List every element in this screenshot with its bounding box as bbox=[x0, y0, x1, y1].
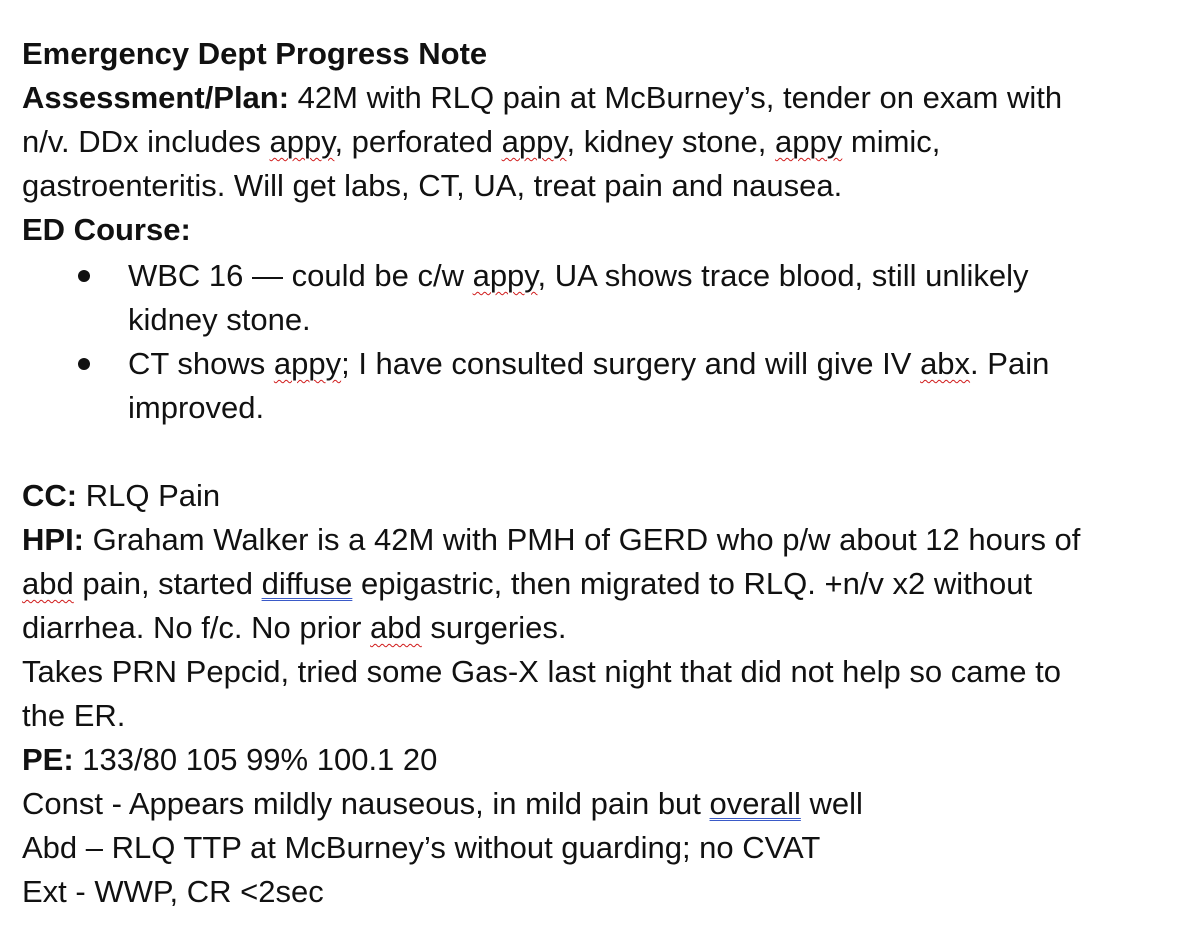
assessment-label: Assessment/Plan: bbox=[22, 80, 290, 115]
grammar-flag[interactable]: overall bbox=[709, 786, 801, 821]
assessment-line-2: n/v. DDx includes appy, perforated appy, kidney stone, appy mimic, bbox=[22, 124, 941, 159]
pe-ext: Ext - WWP, CR <2sec bbox=[22, 874, 324, 909]
grammar-flag[interactable]: diffuse bbox=[261, 566, 353, 601]
assessment-line-1: Assessment/Plan: 42M with RLQ pain at McBurney’s, tender on exam with bbox=[22, 80, 1063, 115]
assessment-line-3: gastroenteritis. Will get labs, CT, UA, treat pain and nausea. bbox=[22, 168, 843, 203]
ed-course-item-1-cont: kidney stone. bbox=[128, 302, 311, 337]
note-title: Emergency Dept Progress Note bbox=[22, 36, 488, 71]
spelling-flag[interactable]: appy bbox=[501, 124, 567, 159]
ed-course-heading: ED Course: bbox=[22, 212, 191, 247]
ed-course-item-1: WBC 16 — could be c/w appy, UA shows trace blood, still unlikely bbox=[128, 258, 1029, 293]
pe-abd: Abd – RLQ TTP at McBurney’s without guarding; no CVAT bbox=[22, 830, 821, 865]
spelling-flag[interactable]: abd bbox=[370, 610, 422, 645]
pe-label: PE: bbox=[22, 742, 74, 777]
hpi-line-3: diarrhea. No f/c. No prior abd surgeries. bbox=[22, 610, 567, 645]
pe-vitals: PE: 133/80 105 99% 100.1 20 bbox=[22, 742, 438, 777]
hpi-label: HPI: bbox=[22, 522, 84, 557]
spelling-flag[interactable]: abx bbox=[920, 346, 971, 381]
hpi-line-4: Takes PRN Pepcid, tried some Gas-X last night that did not help so came to bbox=[22, 654, 1062, 689]
spelling-flag[interactable]: appy bbox=[775, 124, 843, 159]
chief-complaint: CC: RLQ Pain bbox=[22, 478, 221, 513]
spelling-flag[interactable]: appy bbox=[269, 124, 335, 159]
hpi-line-5: the ER. bbox=[22, 698, 126, 733]
ed-course-item-2-cont: improved. bbox=[128, 390, 265, 425]
spelling-flag[interactable]: abd bbox=[22, 566, 74, 601]
spelling-flag[interactable]: appy bbox=[472, 258, 538, 293]
ed-course-item-2: CT shows appy; I have consulted surgery and will give IV abx. Pain bbox=[128, 346, 1050, 381]
pe-const: Const - Appears mildly nauseous, in mild pain but overall well bbox=[22, 786, 863, 821]
hpi-line-1: HPI: Graham Walker is a 42M with PMH of GERD who p/w about 12 hours of bbox=[22, 522, 1081, 557]
hpi-line-2: abd pain, started diffuse epigastric, then migrated to RLQ. +n/v x2 without bbox=[22, 566, 1033, 601]
spelling-flag[interactable]: appy bbox=[273, 346, 342, 381]
bullet-icon bbox=[78, 358, 90, 370]
bullet-icon bbox=[78, 270, 90, 282]
cc-label: CC: bbox=[22, 478, 78, 513]
